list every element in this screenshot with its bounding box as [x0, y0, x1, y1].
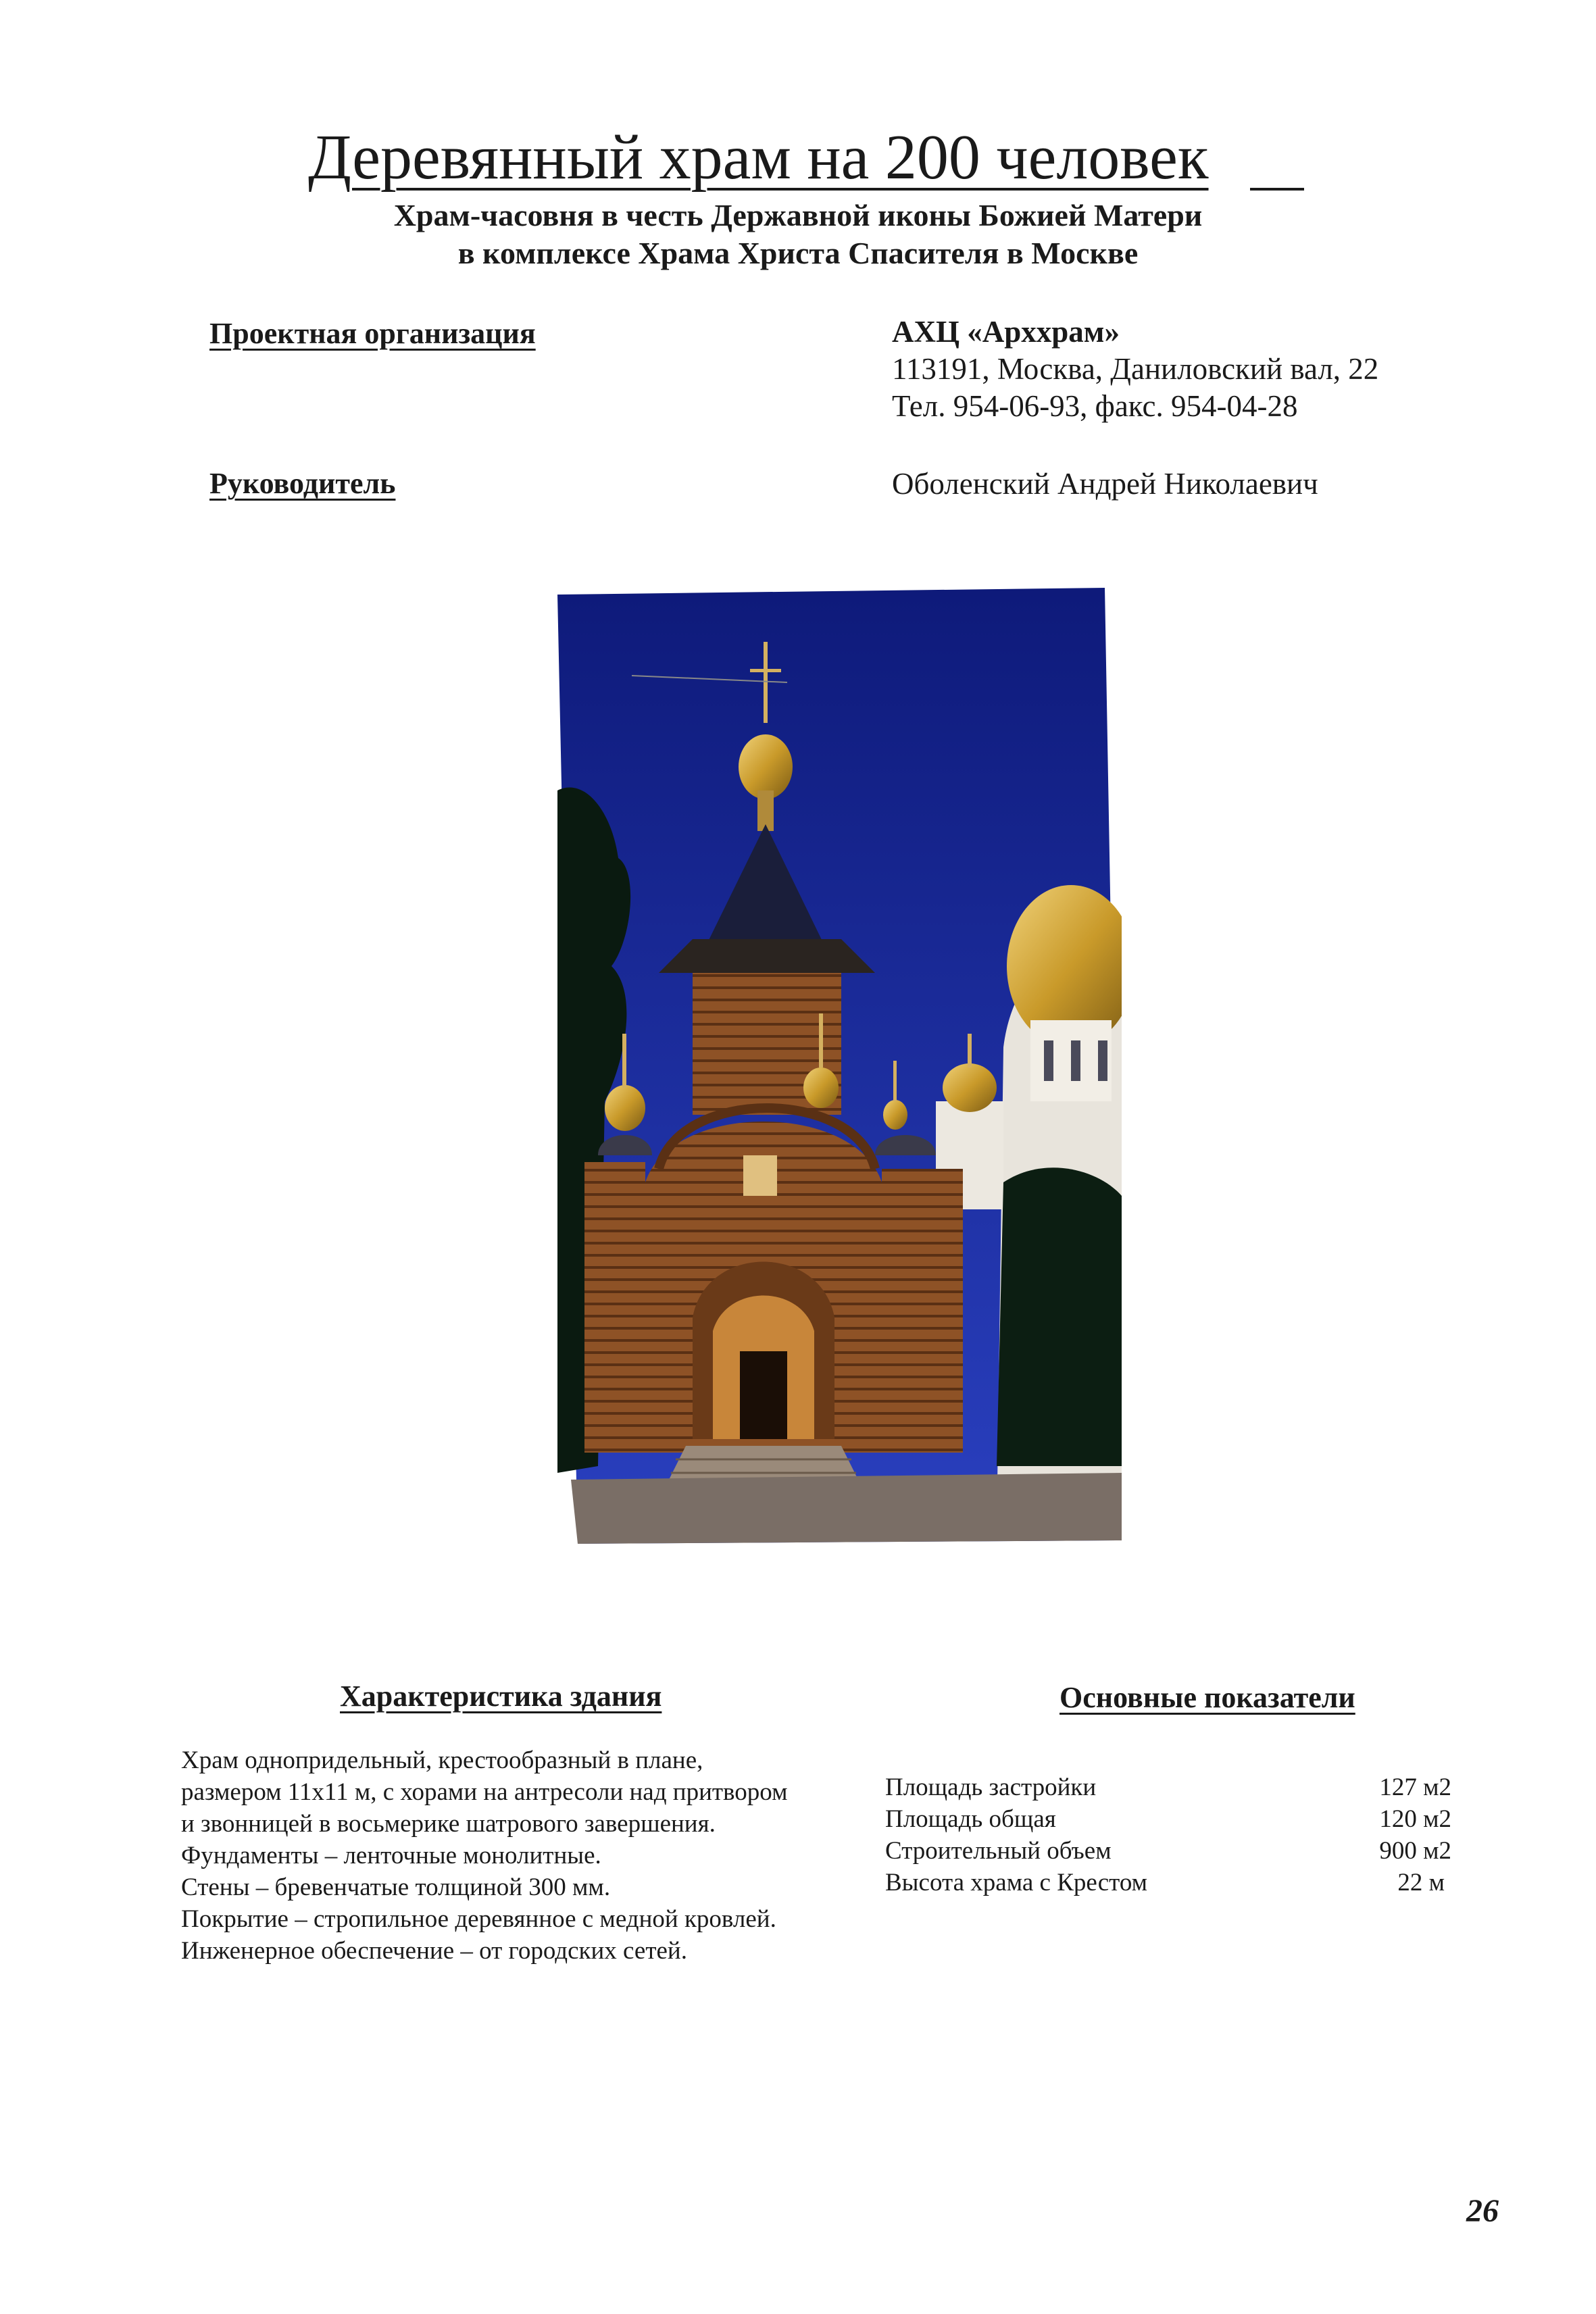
indicators-heading: Основные показатели [1059, 1681, 1355, 1714]
characteristics-line: Фундаменты – ленточные монолитные. [181, 1842, 601, 1869]
indicator-value: 900 м2 [1379, 1837, 1451, 1865]
characteristics-heading: Характеристика здания [340, 1680, 662, 1713]
subtitle-line-2: в комплексе Храма Христа Спасителя в Москве [457, 236, 1139, 270]
organization-name: АХЦ «Арххрам» [892, 315, 1120, 349]
indicator-row [885, 1803, 1460, 1835]
characteristics-line: и звонницей в восьмерике шатрового завершения. [181, 1810, 716, 1838]
characteristics-line: Стены – бревенчатые толщиной 300 мм. [181, 1873, 611, 1901]
page-number: 26 [1466, 2193, 1499, 2229]
indicator-value: 120 м2 [1379, 1805, 1451, 1833]
leader-name: Оболенский Андрей Николаевич [892, 467, 1318, 501]
organization-label: Проектная организация [209, 317, 536, 350]
characteristics-text [181, 1744, 884, 1967]
indicators-table [885, 1771, 1460, 1898]
indicator-value: 127 м2 [1379, 1774, 1451, 1801]
organization-address: 113191, Москва, Даниловский вал, 22 [892, 352, 1379, 386]
indicator-label: Строительный объем [885, 1837, 1112, 1865]
indicator-label: Площадь застройки [885, 1774, 1097, 1801]
organization-phone: Тел. 954-06-93, факс. 954-04-28 [892, 389, 1298, 423]
indicator-label: Высота храма с Крестом [885, 1869, 1148, 1896]
indicator-row [885, 1867, 1460, 1898]
page-title: Деревянный храм на 200 человек [308, 122, 1209, 193]
leader-label: Руководитель [209, 467, 396, 500]
indicator-label: Площадь общая [885, 1805, 1056, 1833]
indicator-value: 22 м [1397, 1869, 1445, 1896]
church-photo [557, 588, 1122, 1544]
indicator-row [885, 1835, 1460, 1867]
characteristics-line: размером 11х11 м, с хорами на антресоли над притвором [181, 1778, 788, 1806]
characteristics-line: Инженерное обеспечение – от городских сетей. [181, 1937, 687, 1965]
subtitle-line-1: Храм-часовня в честь Державной иконы Божией Матери [393, 198, 1203, 232]
characteristics-line: Храм однопридельный, крестообразный в плане, [181, 1746, 703, 1774]
characteristics-line: Покрытие – стропильное деревянное с медной кровлей. [181, 1905, 776, 1933]
title-underline-extension [1250, 188, 1304, 191]
indicator-row [885, 1771, 1460, 1803]
